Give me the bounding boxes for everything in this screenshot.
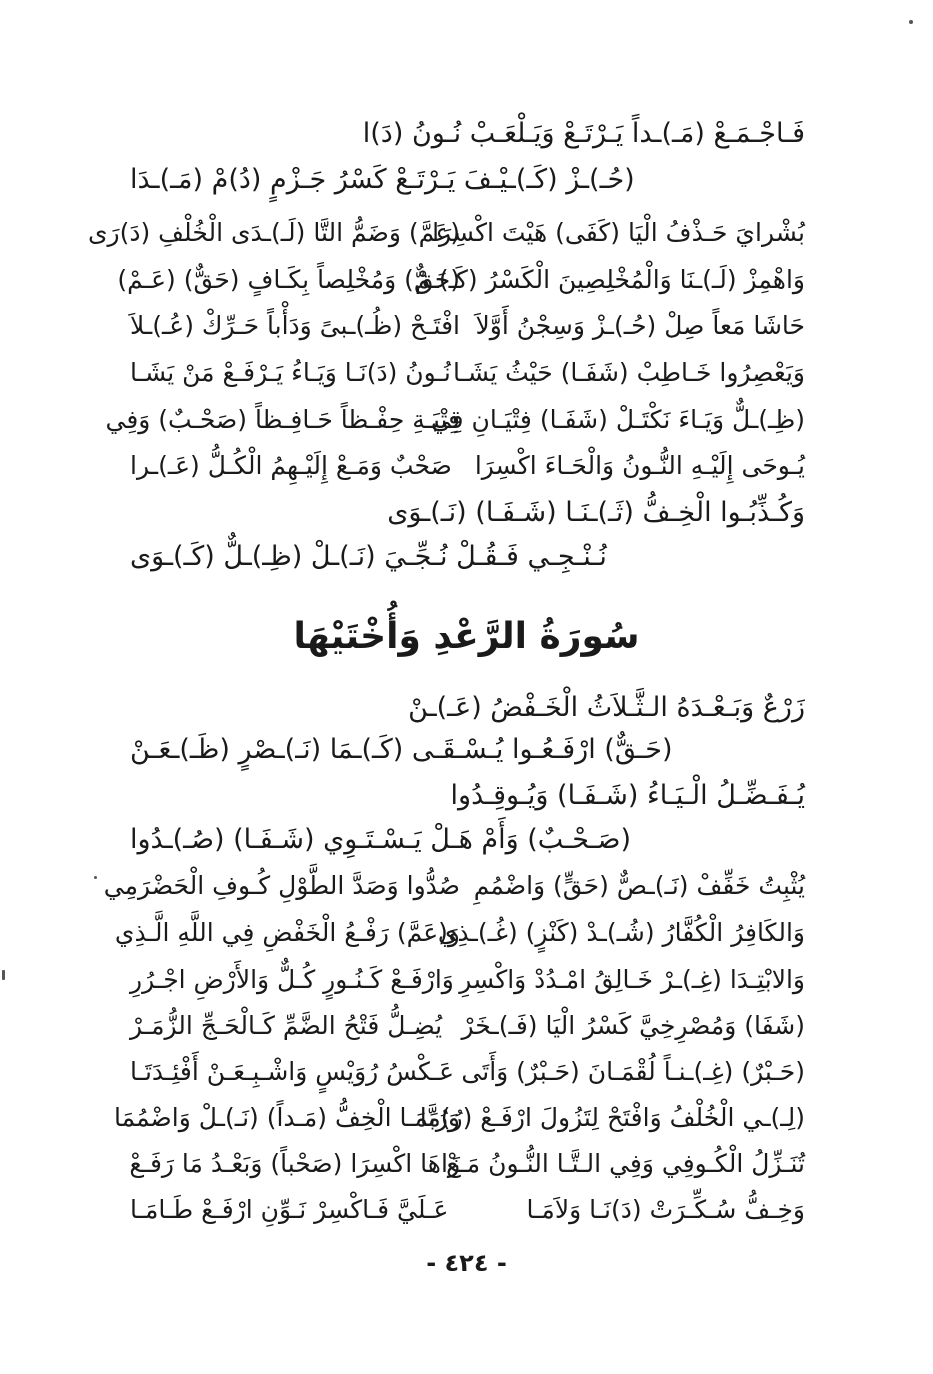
verse-line: زَرْعٌ وَبَـعْـدَهُ الـثَّـلاَثُ الْخَـفْضُ (عَـ)ـنْ: [408, 692, 805, 723]
verse-row: [130, 353, 805, 393]
verse-row: [114, 1098, 805, 1138]
verse-row: [130, 306, 805, 346]
scan-speck: [94, 876, 97, 879]
verse-line: يُـفَـضِّـلُ الْـيَـاءُ (شَـفَـا) وَيُـوقِـدُوا: [450, 780, 805, 811]
verse-hemistich-second: عَـكْسُ رُوَيْسٍ وَاشْـبِـعَـنْ أَفْئِـدَتَـا: [130, 1057, 455, 1086]
verse-hemistich-first: (حَـبْرٌ) (غِـ)ـنـاً لُقْمَـانَ (حَـبْرٌ) وَأَتَى: [461, 1057, 805, 1086]
verse-row: [103, 866, 805, 906]
verse-line: فَـاجْـمَـعْ (مَـ)ـداً يَـرْتَـعْ وَيَـلْعَـبْ نُـونُ (دَ)ا: [362, 118, 805, 149]
chapter-title: سُورَةُ الرَّعْدِ وَأُخْتَيْهَا: [293, 616, 640, 657]
verse-hemistich-second: وَ(عَمَّ) رَفْـعُ الْخَفْضِ فِي اللَّهِ الَّـذِي: [114, 918, 460, 947]
verse-hemistich-second: يُضِـلُّ فَتْحُ الضَّمِّ كَـالْحَـجِّ الزُّمَـرْ: [130, 1011, 443, 1040]
verse-row: [130, 1052, 805, 1092]
verse-line: (صَـحْـبٌ) وَأَمْ هَـلْ يَـسْـتَـوِي (شَـفَـا) (صُـ)ـدُوا: [130, 824, 632, 855]
verse-line: نُـنْـجِـي فَـقُـلْ نُـجِّـيَ (نَـ)ـلْ (ظِـ)ـلٌّ (كَـ)ـوَى: [130, 541, 607, 572]
verse-row: [130, 960, 805, 1000]
verse-hemistich-second: نُـونُ (دَ)نَـا وَيَـاءُ يَـرْفَـعْ مَنْ يَشَـا: [130, 358, 451, 387]
verse-row: [105, 400, 805, 440]
verse-hemistich-first: حَاشَا مَعاً صِلْ (حُـ)ـزْ وَسِجْنُ أَوَّلاَ: [475, 311, 805, 340]
verse-row: [130, 1006, 805, 1046]
verse-hemistich-first: (لِـ)ـي الْخُلْفُ وَافْتَحْ لِتَزُولَ ارْفَـعْ (رُ)مَا: [419, 1103, 805, 1132]
scan-speck: [2, 970, 5, 980]
verse-hemistich-first: وَيَعْصِرُوا خَـاطِبْ (شَفَـا) حَيْثُ يَشَـا: [452, 358, 805, 387]
scan-speck: [909, 20, 913, 24]
verse-hemistich-first: (شَفَا) وَمُصْرِخِيَّ كَسْرُ الْيَا (فَـ)ـخَرْ: [461, 1011, 805, 1040]
verse-hemistich-first: وَخِـفُّ سُـكِّـرَتْ (دَ)نَـا وَلاَمَـا: [526, 1195, 805, 1224]
verse-hemistich-first: وَاهْمِزْ (لَـ)ـنَا وَالْمُخْلِصِينَ الْكَسْرُ (كَـ)ـمْ: [414, 265, 805, 294]
verse-hemistich-first: وَالكَافِرُ الْكُفَّارُ (شُـ)ـدْ (كَنْزٍ) (غُـ)ـذِي: [437, 918, 805, 947]
verse-row: [130, 1144, 805, 1184]
verse-hemistich-second: عَـلَيَّ فَـاكْسِرْ نَـوِّنِ ارْفَـعْ طَـامَـا: [130, 1195, 449, 1224]
verse-hemistich-second: وَارْفَـعْ كَـنُـورٍ كُـلٌّ وَالأَرْضِ اجْـرُرِ: [130, 965, 454, 994]
verse-hemistich-first: يُثْبِتُ خَفِّفْ (نَـ)ـصٌّ (حَقٍّ) وَاضْمُمِ: [473, 871, 805, 900]
verse-line: (حُـ)ـزْ (كَـ)ـيْـفَ يَـرْتَـعْ كَسْرُ جَـزْمٍ (دُ)مْ (مَـ)ـدَا: [130, 164, 635, 195]
verse-hemistich-first: وَالابْتِـدَا (غِـ)ـرْ خَـالِقُ امْـدُدْ وَاكْسِرِ: [459, 965, 805, 994]
verse-row: [130, 446, 805, 486]
verse-hemistich-second: زَاهَا اكْسِرَا (صَحْباً) وَبَعْـدُ مَا رَفَـعْ: [129, 1149, 460, 1178]
verse-hemistich-second: صَحْبٌ وَمَـعْ إِلَيْـهِمُ الْكُـلُّ (عَـ)ـرا: [130, 451, 452, 480]
verse-line: وَكُـذِّبُـوا الْخِـفُّ (ثَـ)ـنَـا (شَـفَـا) (نَـ)ـوَى: [387, 497, 805, 528]
verse-row: [117, 260, 805, 300]
verse-hemistich-first: بُشْرايَ حَـذْفُ الْيَا (كَفَى) هَيْتَ اكْسِرَا: [432, 218, 805, 247]
verse-hemistich-second: صُدُّوا وَصَدَّ الطَّوْلِ كُـوفِ الْحَضْرَمِي: [103, 871, 460, 900]
verse-line: (حَـقٌّ) ارْفَـعُـوا يُـسْـقَـى (كَـ)ـمَا (نَـ)ـصْرٍ (ظَـ)ـعَـنْ: [130, 734, 673, 765]
verse-hemistich-second: (عَمَّ) وَضَمُّ التَّا (لَـ)ـدَى الْخُلْفِ (دَ)رَى: [87, 218, 460, 247]
verse-hemistich-second: فِتْيَـةِ حِفْـظاً حَـافِـظاً (صَحْـبٌ) وَفِي: [105, 405, 460, 434]
page-number: - ٤٢٤ -: [426, 1249, 507, 1277]
verse-hemistich-second: (حَقٌّ) وَمُخْلِصاً بِكَـافٍ (حَقٌّ) (عَـمْ): [117, 265, 460, 294]
verse-hemistich-first: (ظِـ)ـلٌّ وَيَـاءَ نَكْتَـلْ (شَفَـا) فِتْيَـانِ فِي: [430, 405, 805, 434]
verse-hemistich-first: يُـوحَى إِلَيْـهِ النُّـونُ وَالْحَـاءَ اكْسِرَا: [474, 451, 805, 480]
verse-hemistich-first: تُنَـزِّلُ الْكُـوفِي وَفِي الـتَّـا النُّـونُ مَـعْ: [446, 1149, 805, 1178]
verse-hemistich-second: افْتَـحْ (ظُـ)ـبىً وَدَأْباً حَـرِّكْ (عُـ)ـلاَ: [129, 311, 460, 340]
verse-row: [114, 913, 805, 953]
verse-row: [130, 1190, 805, 1230]
verse-row: [87, 213, 805, 253]
verse-hemistich-second: وَرُبَّمَـا الْخِفُّ (مَـداً) (نَـ)ـلْ وَاضْمُمَا: [114, 1103, 460, 1132]
